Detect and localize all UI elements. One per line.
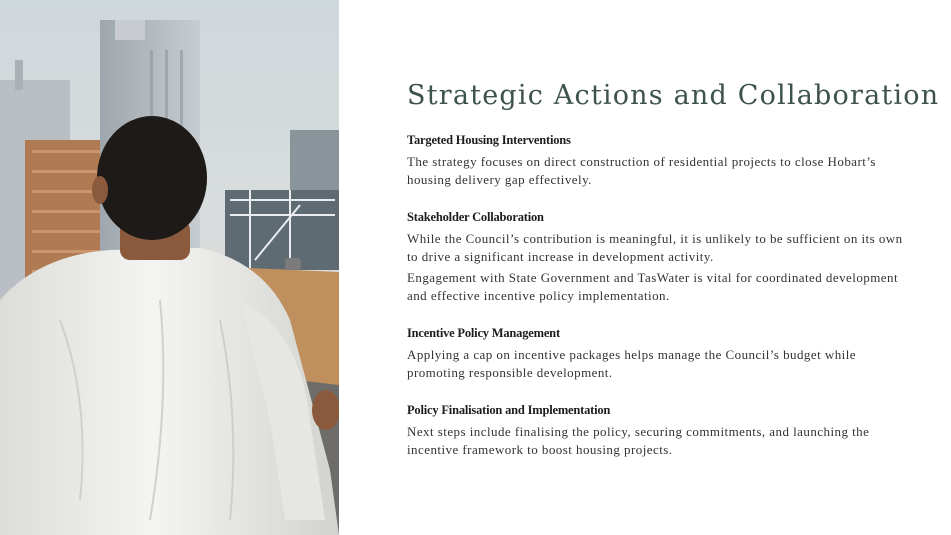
section-heading: Targeted Housing Interventions <box>407 133 571 147</box>
section-paragraph: The strategy focuses on direct construction of residential projects to close Hobart’s housing delivery gap effectively. <box>407 154 876 187</box>
section-policy-finalisation <box>407 403 917 458</box>
section-incentive-policy <box>407 326 917 381</box>
section-heading: Policy Finalisation and Implementation <box>407 403 611 417</box>
section-paragraph: Engagement with State Government and TasWater is vital for coordinated development and effective incentive policy implementation. <box>407 270 899 303</box>
section-paragraph: Next steps include finalising the policy, securing commitments, and launching the incentive framework to boost housing projects. <box>407 424 870 457</box>
section-paragraph: While the Council’s contribution is meaningful, it is unlikely to be sufficient on its own to drive a significant increase in development activity. <box>407 231 903 264</box>
section-paragraph: Applying a cap on incentive packages helps manage the Council’s budget while promoting responsible development. <box>407 347 857 380</box>
section-targeted-housing <box>407 133 917 188</box>
section-heading: Stakeholder Collaboration <box>407 210 544 224</box>
city-worker-photo <box>0 0 339 535</box>
section-heading: Incentive Policy Management <box>407 326 560 340</box>
slide-title: Strategic Actions and Collaboration <box>407 80 940 111</box>
section-stakeholder-collaboration <box>407 210 917 304</box>
content-panel <box>407 80 940 480</box>
